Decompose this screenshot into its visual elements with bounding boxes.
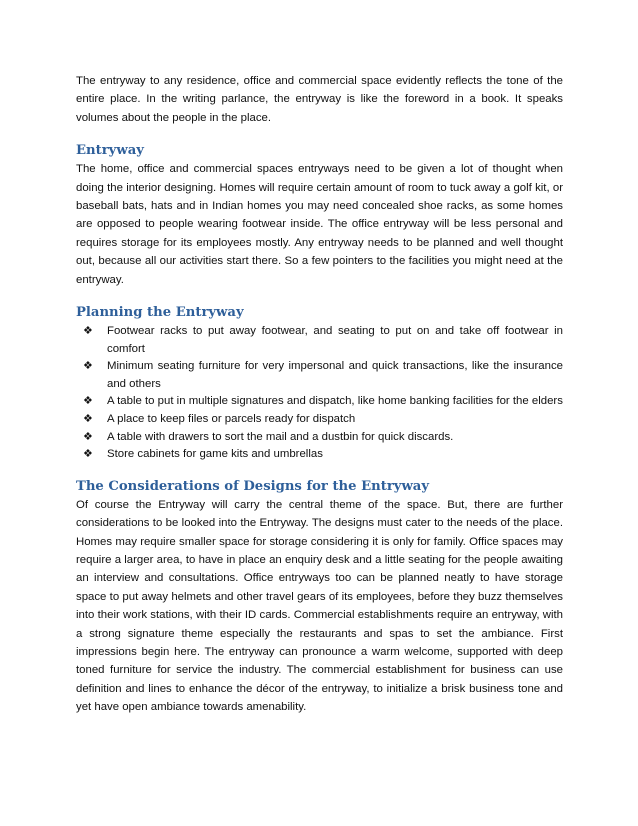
list-item — [83, 323, 563, 358]
list-item-text: Footwear racks to put away footwear, and seating to put on and take off footwear in comfort — [107, 325, 563, 355]
list-item-text: A place to keep files or parcels ready for dispatch — [107, 413, 356, 426]
list-item-text: A table with drawers to sort the mail and a dustbin for quick discards. — [107, 430, 454, 443]
list-item-text: Minimum seating furniture for very impersonal and quick transactions, like the insurance and others — [107, 360, 563, 390]
list-item — [83, 429, 563, 447]
diamond-bullet-icon: ❖ — [83, 430, 93, 443]
heading-entryway: Entryway — [76, 143, 144, 159]
list-item-text: A table to put in multiple signatures and dispatch, like home banking facilities for the elders — [107, 395, 563, 408]
list-item — [83, 393, 563, 411]
diamond-bullet-icon: ❖ — [83, 360, 93, 373]
heading-planning: Planning the Entryway — [76, 305, 244, 321]
intro-paragraph: The entryway to any residence, office and commercial space evidently reflects the tone of the entire place. In the writing parlance, the entryway is like the foreword in a book. It speaks volumes about the people in the place. — [76, 75, 563, 124]
diamond-bullet-icon: ❖ — [83, 413, 93, 426]
document-page — [76, 72, 563, 717]
heading-considerations: The Considerations of Designs for the Entryway — [76, 478, 430, 494]
list-item — [83, 446, 563, 464]
diamond-bullet-icon: ❖ — [83, 395, 93, 408]
list-item — [83, 358, 563, 393]
list-item — [83, 411, 563, 429]
diamond-bullet-icon: ❖ — [83, 448, 93, 461]
planning-list — [76, 323, 563, 464]
list-item-text: Store cabinets for game kits and umbrellas — [107, 448, 323, 461]
entryway-paragraph: The home, office and commercial spaces entryways need to be given a lot of thought when doing the interior designing. Homes will require certain amount of room to tuck away a golf kit, or baseball bats, hats and in Indian homes you may need concealed shoe racks, as some homes are opposed to people wearing footwear inside. The office entryway will be less personal and requires storage for its employees mostly. Any entryway needs to be planned and well thought out, because all our activities start there. So a few pointers to the facilities you might need at the entryway. — [76, 163, 563, 286]
diamond-bullet-icon: ❖ — [83, 325, 93, 338]
considerations-paragraph: Of course the Entryway will carry the central theme of the space. But, there are further considerations to be looked into the Entryway. The designs must cater to the needs of the place. Homes may require smaller space for storage considering it is only for family. Office spaces may require a larger area, to have in place an enquiry desk and a little seating for the people awaiting an interview and consultations. Office entryways too can be planned neatly to have storage space to put away helmets and other travel gears of its employees, before they buzz themselves into their work stations, with their ID cards. Commercial establishments require an entryway, with a strong signature theme especially the restaurants and spas to set the ambiance. First impressions begin here. The entryway can pronounce a warm welcome, supported with deep toned furniture for service the industry. The commercial establishment for business can use definition and lines to enhance the décor of the entryway, to initialize a brisk business tone and yet have open ambiance towards amenability. — [76, 498, 563, 714]
